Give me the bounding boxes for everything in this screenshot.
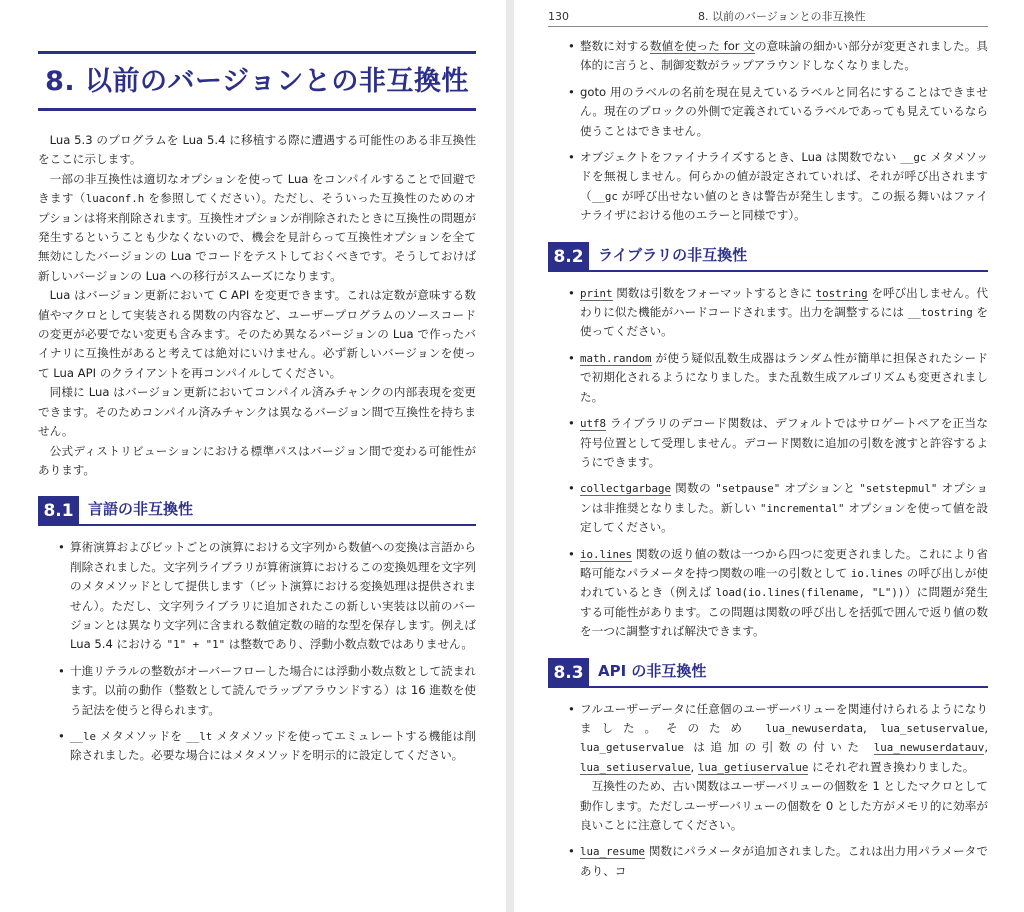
page-number: 130 (548, 10, 569, 23)
section-rule (589, 270, 988, 272)
code-reference-link[interactable]: io.lines (580, 547, 633, 561)
text-run: オプションと (780, 481, 860, 496)
text-run: メタメソッドを使ってエミュレートする機能は削除されました。必要な場合にはメタメソッドを明示的に設定してください。 (70, 728, 476, 763)
text-run: 整数に対する (580, 39, 650, 53)
list-item (568, 479, 988, 537)
text-run: 一部の非互換性は適切なオプションを使って Lua をコンパイルすることで回避できます（ (38, 171, 476, 206)
text-run: が使う疑似乱数生成器はランダム性が簡単に担保されたシードで初期化されるようになりました。また乱数生成アルゴリズムも変更されました。 (580, 350, 988, 404)
intro-text (38, 131, 476, 480)
title-bottom-rule (38, 108, 476, 111)
text-run: の意味論の細かい部分が変更されました。具体的に言うと、制御変数がラップアラウンドしなくなりました。 (580, 39, 988, 73)
section-rule (79, 524, 476, 526)
text-run: を呼び出しません。代わりに似た機能がハードコードされます。出力を調整するには (580, 285, 988, 320)
section-8-1-list (38, 538, 476, 765)
text-run: , (863, 720, 881, 735)
list-item (568, 37, 988, 76)
section-rule (589, 686, 988, 688)
intro-paragraph (38, 383, 476, 441)
section-heading-8-1 (38, 496, 476, 526)
list-item (568, 700, 988, 836)
list-item (58, 727, 476, 766)
section-number: 8.3 (548, 658, 589, 688)
section-number: 8.2 (548, 242, 589, 272)
list-item (58, 538, 476, 654)
text-run: , (984, 740, 988, 755)
section-title: API の非互換性 (598, 661, 707, 680)
text-run: を参照してください）。ただし、そういった互換性のためのオプションは将来削除されます。互換性オプションが削除されたときに互換性の問題が発生するということも少なくないので、機会を見計らって互換性オプションを全て無効にしたバージョンの Lua でコードをテストしておくべきです。そうしておけば新しいバージョンの Lua への移行がスムーズになります。 (38, 191, 476, 283)
inline-code: luaconf.h (85, 192, 145, 206)
intro-paragraph (38, 170, 476, 286)
inline-code: __tostring (907, 306, 973, 320)
list-item (58, 662, 476, 720)
top-list (548, 37, 988, 226)
code-reference-link[interactable]: tostring (815, 286, 868, 300)
text-run: は追加の引数の付いた (684, 740, 874, 755)
running-head-title: 8. 以前のバージョンとの非互換性 (698, 10, 866, 23)
text-run: オプションを使って値を設定してください。 (580, 500, 988, 535)
inline-code: load(io.lines(filename, "L")) (715, 586, 905, 600)
text-run: 関数は引数をフォーマットするときに (612, 285, 816, 300)
inline-code: "1" + "1" (166, 638, 226, 652)
text-run: ）に問題が発生する可能性があります。この問題は関数の呼び出しを括弧で囲んで返り値の数を一つに調整すれば解決できます。 (580, 585, 988, 639)
section-title: 言語の非互換性 (88, 500, 194, 519)
running-header (548, 9, 988, 27)
inline-code: lua_newuserdata (765, 721, 864, 735)
section-8-3-list (548, 700, 988, 882)
text-run: Lua 5.3 のプログラムを Lua 5.4 に移植する際に遭遇する可能性のある非互換性をここに示します。 (38, 133, 476, 167)
intro-paragraph (38, 442, 476, 481)
text-run: にそれぞれ置き換わりました。 (808, 759, 975, 774)
inline-code: lua_setuservalue (880, 721, 985, 735)
text-run: 関数にパラメータが追加されました。これは出力用パラメータであり、コ (580, 844, 988, 878)
list-item (568, 284, 988, 342)
text-run: goto 用のラベルの名前を現在見えているラベルと同名にすることはできません。現在のブロックの外側で定義されているラベルであっても見えているなら使うことはできません。 (580, 84, 988, 138)
section-title: ライブラリの非互換性 (598, 245, 748, 264)
text-run: メタメソッドを (96, 728, 187, 743)
code-reference-link[interactable]: lua_setiuservalue (580, 760, 691, 774)
inline-code: "incremental" (759, 501, 845, 515)
list-item (568, 545, 988, 642)
inline-code: __lt (186, 729, 213, 743)
text-run: が呼び出せない値のときは警告が発生します。この振る舞いはファイナライザにおける他のエラーと同様です）。 (580, 188, 988, 223)
inline-code: io.lines (850, 566, 903, 580)
list-item (568, 414, 988, 472)
section-heading-8-2 (548, 242, 988, 272)
list-item (568, 349, 988, 407)
section-number: 8.1 (38, 496, 79, 526)
section-heading-8-3 (548, 658, 988, 688)
text-run: , (690, 759, 698, 774)
text-run: オプションは非推奨となりました。新しい (580, 481, 988, 515)
inline-code: __le (70, 729, 97, 743)
list-item (568, 148, 988, 226)
text-run: 同様に Lua はバージョン更新においてコンパイル済みチャンクの内部表現を変更できます。そのためコンパイル済みチャンクは異なるバージョン間で互換性を持ちません。 (38, 385, 476, 439)
chapter-title: 8. 以前のバージョンとの非互換性 (45, 66, 469, 97)
code-reference-link[interactable]: lua_newuserdatauv (873, 741, 985, 755)
text-run: 関数の (671, 481, 716, 496)
list-item (568, 842, 988, 881)
text-run: , (984, 720, 989, 735)
inline-code: lua_getuservalue (580, 741, 685, 755)
inline-code: "setstepmul" (859, 482, 938, 496)
text-run: 十進リテラルの整数がオーバーフローした場合には浮動小数点数として読まれます。以前の動作（整数として読んでラップアラウンドする）は 16 進数を使う記法を使うと得られます。 (70, 663, 476, 717)
code-reference-link[interactable]: utf8 (580, 417, 607, 431)
text-run: フルユーザーデータに任意個のユーザーバリューを関連付けられるようになりました。そのため (580, 701, 988, 735)
text-run: は整数であり、浮動小数点数ではありません。 (225, 637, 473, 652)
text-run: メタメソッドを無視しません。何らかの値が設定されていれば、それが呼び出されます（ (580, 150, 988, 203)
intro-paragraph (38, 286, 476, 383)
right-page (514, 0, 1024, 912)
text-run: 公式ディストリビューションにおける標準パスはバージョン間で変わる可能性があります。 (38, 443, 476, 477)
code-reference-link[interactable]: math.random (580, 351, 652, 365)
text-run: 関数の返り値の数は一つから四つに変更されました。これにより省略可能なパラメータを持つ関数の唯一の引数として (580, 546, 988, 580)
text-run: の呼び出しが使われているとき（例えば (580, 565, 989, 600)
list-item-note: 互換性のため、古い関数はユーザーバリューの個数を 1 としたマクロとして動作します。ただしユーザーバリューの個数を 0 とした方がメモリ的に効率が良いことに注意してください。 (580, 779, 988, 832)
text-run: 算術演算およびビットごとの演算における文字列から数値への変換は言語から削除されました。文字列ライブラリが算術演算におけるこの変換処理を文字列のメタメソッドとして提供します（ビット演算における変換処理は提供されません）。ただし、文字列ライブラリに追加されたこの新しい実装は以前のバージョンとは異なり文字列に含まれる数値定数の暗的な型を保存します。例えば Lua 5.4 における (70, 540, 476, 652)
code-reference-link[interactable]: lua_getiuservalue (697, 760, 809, 774)
code-reference-link[interactable]: collectgarbage (580, 482, 672, 496)
text-run: オブジェクトをファイナライズするとき、Lua は関数でない (580, 150, 901, 165)
list-item-text (580, 702, 988, 774)
code-reference-link[interactable]: print (580, 286, 613, 300)
text-run: ライブラリのデコード関数は、デフォルトではサロゲートペアを正当な符号位置として受理しません。デコード関数に追加の引数を渡すと許容するようにできます。 (580, 416, 988, 469)
intro-paragraph (38, 131, 476, 170)
left-page (0, 0, 506, 912)
inline-code: __gc (900, 151, 927, 165)
text-run: Lua はバージョン更新において C API を変更できます。これは定数が意味する数値やマクロとして実装される関数の内容など、ユーザープログラムのソースコードの変更が必要でない変更も含みます。そのため異なるバージョンの Lua で作ったバイナリに互換性があると考えては絶対にいけません。必ず新しいバージョンを使って Lua API のクライアントを再コンパイルしてください。 (38, 288, 476, 380)
inline-code: __gc (591, 189, 618, 203)
section-8-2-list (548, 284, 988, 642)
text-run: を使ってください。 (580, 305, 989, 339)
inline-code: "setpause" (715, 482, 781, 496)
list-item (568, 83, 988, 141)
cross-reference-link[interactable]: 数値を使った for 文 (649, 39, 755, 53)
code-reference-link[interactable]: lua_resume (580, 845, 646, 859)
